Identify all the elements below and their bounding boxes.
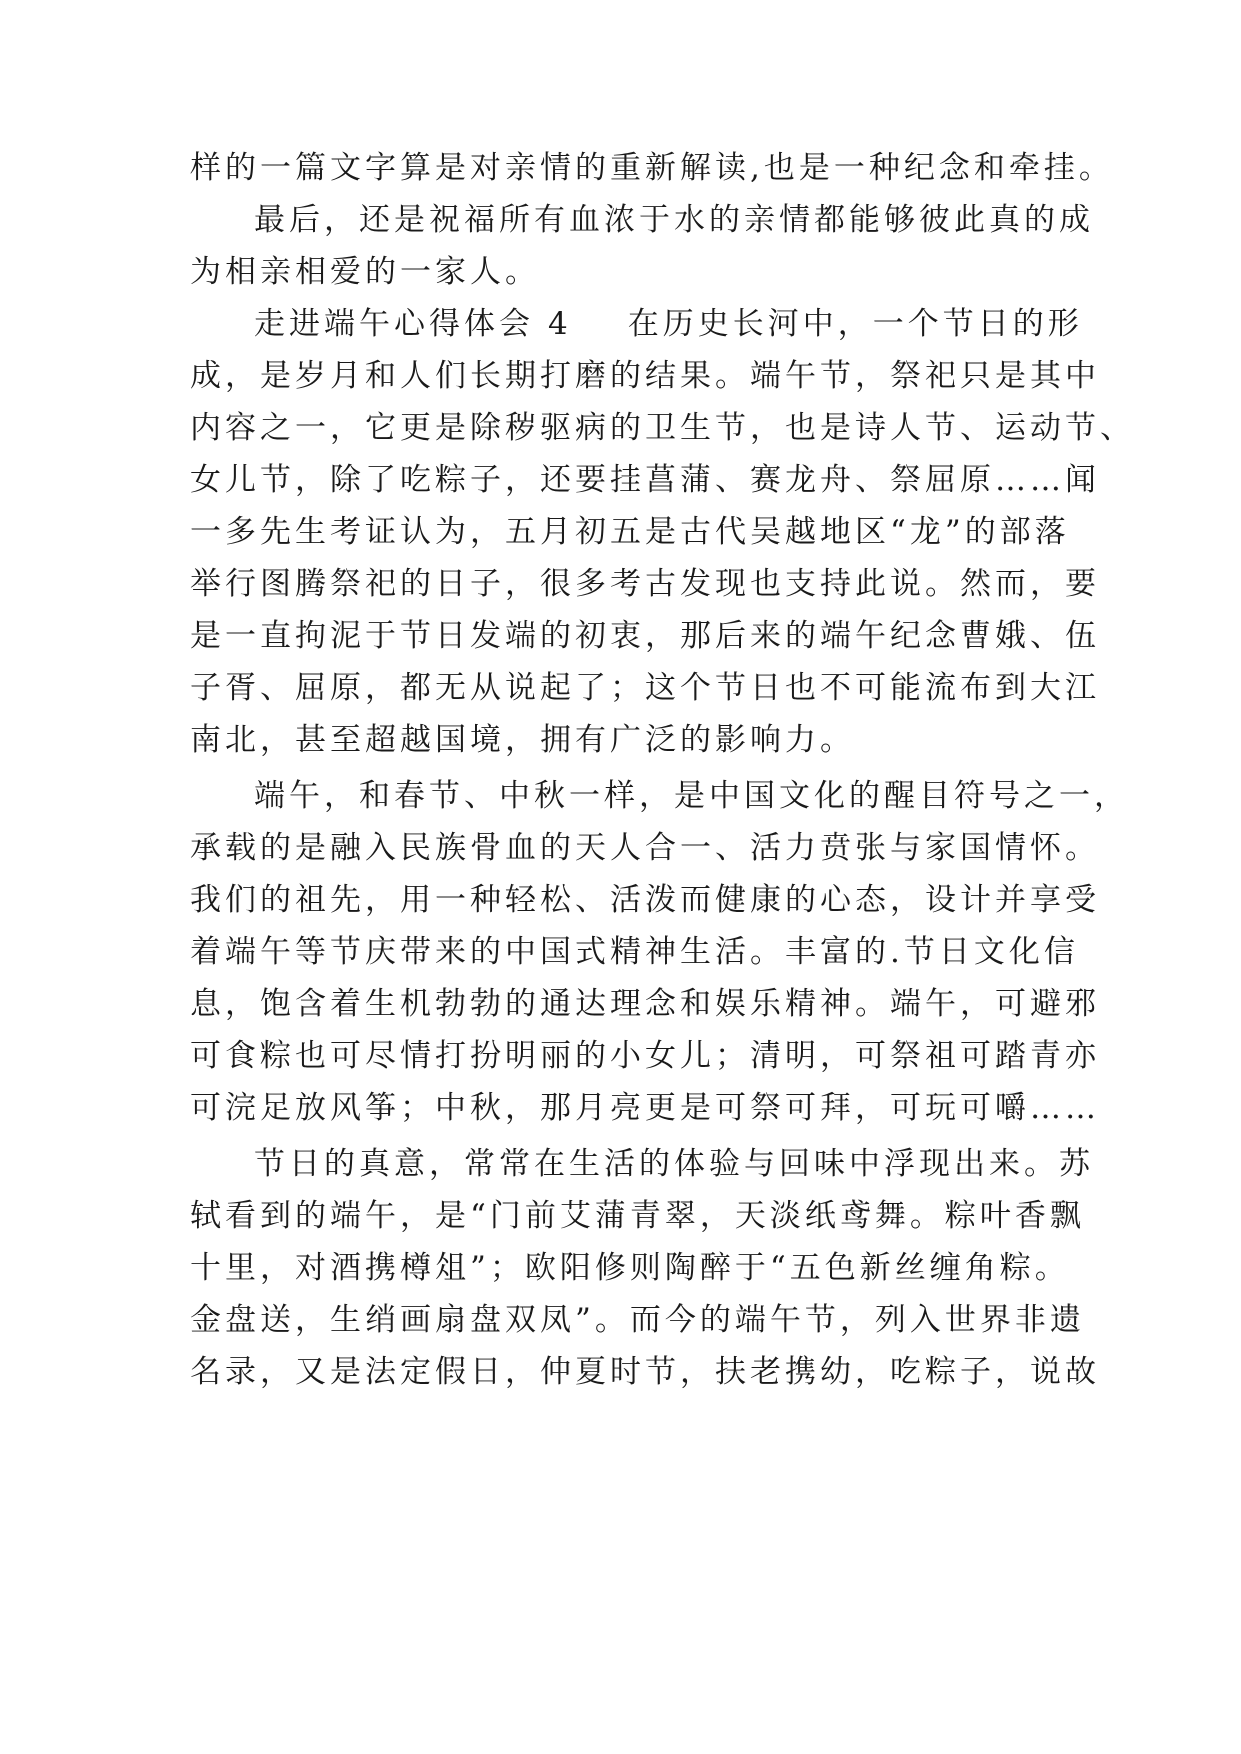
text-line: 息，饱含着生机勃勃的通达理念和娱乐精神。端午，可避邪 [190,986,1100,1022]
text-line: 金盘送，生绡画扇盘双凤”。而今的端午节，列入世界非遗 [190,1302,1085,1338]
text-line: 一多先生考证认为，五月初五是古代吴越地区“龙”的部落 [190,514,1070,550]
text-line: 女儿节，除了吃粽子，还要挂菖蒲、赛龙舟、祭屈原……闻 [190,462,1100,498]
paragraph-start: 在历史长河中，一个节日的形 [627,306,1083,342]
text-line: 成，是岁月和人们长期打磨的结果。端午节，祭祀只是其中 [190,358,1100,394]
text-line: 为相亲相爱的一家人。 [190,254,540,290]
section-heading-line [254,304,1154,344]
paragraph-start: 最后，还是祝福所有血浓于水的亲情都能够彼此真的成 [254,202,1094,238]
text-line: 十里，对酒携樽俎”；欧阳修则陶醉于“五色新丝缠角粽。 [190,1250,1070,1286]
text-line: 着端午等节庆带来的中国式精神生活。丰富的.节日文化信 [190,934,1079,970]
text-line: 可浣足放风筝；中秋，那月亮更是可祭可拜，可玩可嚼…… [190,1090,1100,1126]
text-line: 是一直拘泥于节日发端的初衷，那后来的端午纪念曹娥、伍 [190,618,1100,654]
text-line: 举行图腾祭祀的日子，很多考古发现也支持此说。然而，要 [190,566,1100,602]
text-line: 子胥、屈原，都无从说起了；这个节日也不可能流布到大江 [190,670,1100,706]
text-line: 承载的是融入民族骨血的天人合一、活力贲张与家国情怀。 [190,830,1100,866]
text-line: 可食粽也可尽情打扮明丽的小女儿；清明，可祭祖可踏青亦 [190,1038,1100,1074]
paragraph-start: 节日的真意，常常在生活的体验与回味中浮现出来。苏 [254,1146,1094,1182]
text-line: 名录，又是法定假日，仲夏时节，扶老携幼，吃粽子，说故 [190,1354,1100,1390]
paragraph-start: 端午，和春节、中秋一样，是中国文化的醒目符号之一， [254,778,1129,814]
text-line: 南北，甚至超越国境，拥有广泛的影响力。 [190,722,855,758]
text-line: 我们的祖先，用一种轻松、活泼而健康的心态，设计并享受 [190,882,1100,918]
text-line: 样的一篇文字算是对亲情的重新解读,也是一种纪念和牵挂。 [190,150,1114,186]
text-line: 轼看到的端午，是“门前艾蒲青翠，天淡纸鸢舞。粽叶香飘 [190,1198,1085,1234]
section-number: 4 [548,306,572,342]
section-heading: 走进端午心得体会 [254,306,534,342]
text-line: 内容之一，它更是除秽驱病的卫生节，也是诗人节、运动节、 [190,410,1135,446]
